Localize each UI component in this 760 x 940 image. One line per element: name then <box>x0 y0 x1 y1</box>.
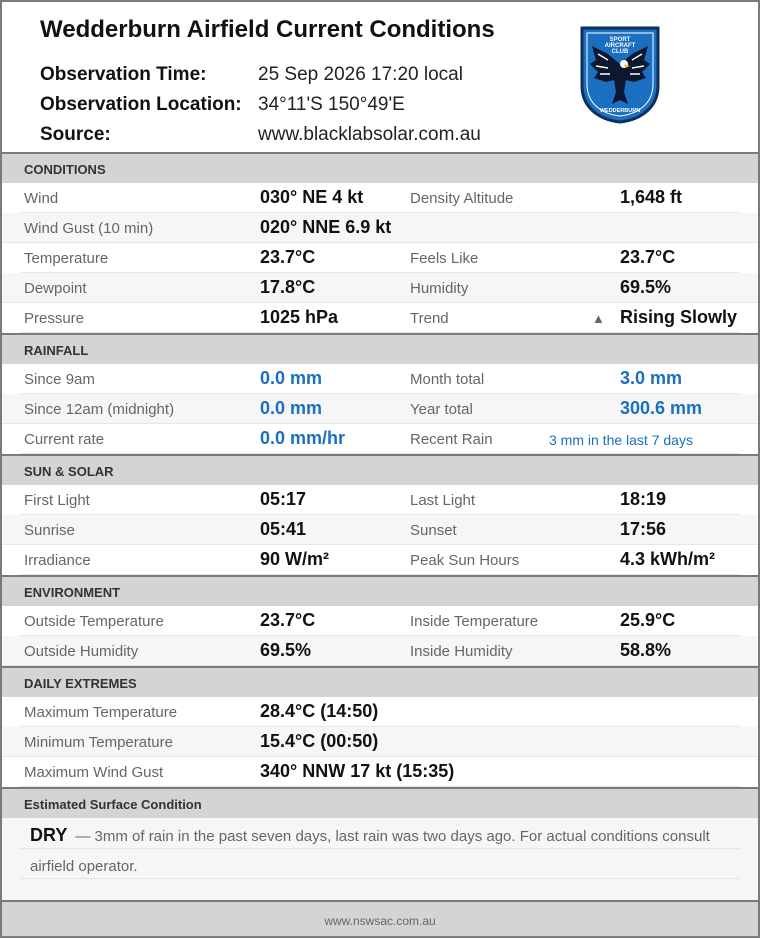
logo-text-aircraft: AIRCRAFT <box>604 43 636 49</box>
month-total-label: Month total <box>410 371 485 388</box>
table-row <box>20 183 740 213</box>
table-row <box>20 303 740 333</box>
density-altitude-value: 1,648 ft <box>620 187 683 207</box>
outside-humidity-label: Outside Humidity <box>24 643 139 660</box>
observation-time-value: 25 Sep 2026 17:20 local <box>258 64 463 85</box>
conditions-heading: CONDITIONS <box>2 152 758 183</box>
outside-humidity-value: 69.5% <box>260 640 312 660</box>
last-light-label: Last Light <box>410 492 476 509</box>
recent-rain-value: 3 mm in the last 7 days <box>549 432 693 448</box>
sunset-value: 17:56 <box>620 519 667 539</box>
max-temperature-label: Maximum Temperature <box>24 704 178 721</box>
header <box>2 2 758 152</box>
table-row <box>2 727 758 757</box>
inside-humidity-value: 58.8% <box>620 640 672 660</box>
table-row <box>20 757 740 787</box>
table-row <box>2 394 758 424</box>
table-row <box>20 606 740 636</box>
sunrise-value: 05:41 <box>260 519 307 539</box>
inside-temperature-value: 25.9°C <box>620 610 676 630</box>
temperature-value: 23.7°C <box>260 247 316 267</box>
sun-solar-heading: SUN & SOLAR <box>2 454 758 485</box>
pressure-label: Pressure <box>24 310 85 327</box>
footer-link[interactable]: www.nswsac.com.au <box>2 900 758 936</box>
table-row <box>20 545 740 575</box>
source-label: Source: <box>40 124 111 145</box>
peak-sun-hours-value: 4.3 kWh/m² <box>620 549 716 569</box>
surface-status: DRY <box>30 825 68 845</box>
humidity-label: Humidity <box>410 280 469 297</box>
outside-temperature-value: 23.7°C <box>260 610 316 630</box>
observation-time-label: Observation Time: <box>40 64 207 85</box>
observation-location-value: 34°11'S 150°49'E <box>258 94 405 115</box>
logo-text-sport: SPORT <box>609 37 631 43</box>
divider <box>20 878 740 879</box>
table-row <box>20 424 740 454</box>
logo-text-club: CLUB <box>611 49 629 55</box>
feels-like-label: Feels Like <box>410 250 479 267</box>
year-total-value: 300.6 mm <box>620 398 703 418</box>
recent-rain-label: Recent Rain <box>410 431 493 448</box>
dewpoint-value: 17.8°C <box>260 277 316 297</box>
since-midnight-value: 0.0 mm <box>260 398 323 418</box>
year-total-label: Year total <box>410 401 473 418</box>
eagle-shield-logo <box>578 24 662 124</box>
sunrise-label: Sunrise <box>24 522 75 539</box>
month-total-value: 3.0 mm <box>620 368 683 388</box>
inside-humidity-label: Inside Humidity <box>410 643 513 660</box>
wind-gust-value: 020° NNE 6.9 kt <box>260 217 392 237</box>
surface-condition-panel <box>2 818 758 908</box>
current-rate-label: Current rate <box>24 431 105 448</box>
table-row <box>20 243 740 273</box>
first-light-value: 05:17 <box>260 489 307 509</box>
trend-up-icon: ▲ <box>592 311 605 326</box>
table-row <box>20 697 740 727</box>
since-midnight-label: Since 12am (midnight) <box>24 401 175 418</box>
table-row <box>2 273 758 303</box>
max-wind-gust-label: Maximum Wind Gust <box>24 764 164 781</box>
irradiance-value: 90 W/m² <box>260 549 330 569</box>
temperature-label: Temperature <box>24 250 109 267</box>
table-row <box>2 213 758 243</box>
daily-extremes-heading: DAILY EXTREMES <box>2 666 758 697</box>
first-light-label: First Light <box>24 492 90 509</box>
wind-gust-label: Wind Gust (10 min) <box>24 220 154 237</box>
dewpoint-label: Dewpoint <box>24 280 87 297</box>
divider <box>20 848 740 849</box>
sunset-label: Sunset <box>410 522 457 539</box>
table-row <box>20 364 740 394</box>
min-temperature-label: Minimum Temperature <box>24 734 173 751</box>
logo-text-wedderburn: WEDDERBURN <box>599 108 641 114</box>
observation-location-label: Observation Location: <box>40 94 242 115</box>
table-row <box>2 515 758 545</box>
pressure-value: 1025 hPa <box>260 307 339 327</box>
surface-condition-heading: Estimated Surface Condition <box>2 787 758 818</box>
table-row <box>20 485 740 515</box>
table-row <box>2 636 758 666</box>
humidity-value: 69.5% <box>620 277 672 297</box>
current-rate-value: 0.0 mm/hr <box>260 428 346 448</box>
min-temperature-value: 15.4°C (00:50) <box>260 731 379 751</box>
feels-like-value: 23.7°C <box>620 247 676 267</box>
surface-description: — 3mm of rain in the past seven days, last rain was two days ago. For actual conditions consult airfield operator. <box>30 828 710 875</box>
last-light-value: 18:19 <box>620 489 667 509</box>
source-value: www.blacklabsolar.com.au <box>258 124 481 145</box>
trend-label: Trend <box>410 310 449 327</box>
inside-temperature-label: Inside Temperature <box>410 613 539 630</box>
surface-condition-text <box>30 820 720 882</box>
density-altitude-label: Density Altitude <box>410 190 514 207</box>
environment-heading: ENVIRONMENT <box>2 575 758 606</box>
since-9am-value: 0.0 mm <box>260 368 323 388</box>
rainfall-heading: RAINFALL <box>2 333 758 364</box>
wind-label: Wind <box>24 190 59 207</box>
trend-value: Rising Slowly <box>620 307 738 327</box>
max-wind-gust-value: 340° NNW 17 kt (15:35) <box>260 761 455 781</box>
page-title: Wedderburn Airfield Current Conditions <box>40 16 495 43</box>
outside-temperature-label: Outside Temperature <box>24 613 164 630</box>
irradiance-label: Irradiance <box>24 552 91 569</box>
peak-sun-hours-label: Peak Sun Hours <box>410 552 520 569</box>
max-temperature-value: 28.4°C (14:50) <box>260 701 379 721</box>
wind-value: 030° NE 4 kt <box>260 187 364 207</box>
since-9am-label: Since 9am <box>24 371 95 388</box>
